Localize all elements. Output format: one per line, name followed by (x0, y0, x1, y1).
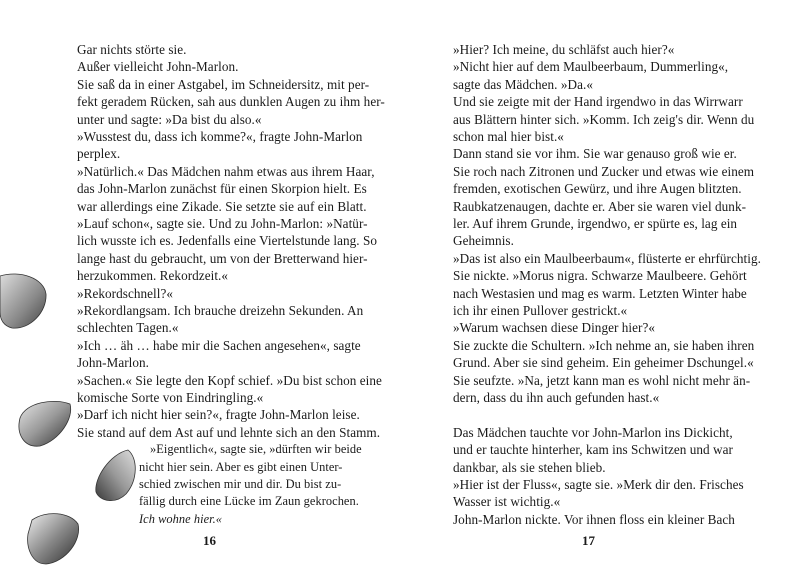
petal-illustration-3 (92, 448, 140, 504)
text-line: »Darf ich nicht hier sein?«, fragte John-Marlon leise. (77, 407, 360, 423)
text-line: Sie saß da in einer Astgabel, im Schneidersitz, mit per- (77, 76, 370, 92)
text-line: schied zwischen mir und dir. Du bist zu- (139, 477, 342, 491)
text-line: Ich wohne hier.« (139, 511, 223, 526)
text-line: Gar nichts störte sie. (77, 42, 187, 57)
petal-illustration-4 (26, 510, 82, 566)
text-line: »Warum wachsen diese Dinger hier?« (453, 320, 656, 336)
text-line: perplex. (77, 146, 121, 162)
petal-illustration-1 (0, 272, 48, 332)
text-line: das John-Marlon zunächst für einen Skorpion hielt. Es (77, 181, 367, 197)
text-line: Sie stand auf dem Ast auf und lehnte sich an den Stamm. (77, 424, 381, 440)
text-line: »Sachen.« Sie legte den Kopf schief. »Du bist schon eine (77, 372, 382, 388)
text-line: »Ich … äh … habe mir die Sachen angesehen«, sagte (77, 337, 361, 353)
text-line: fällig durch eine Lücke im Zaun gekrochen. (139, 494, 359, 509)
text-line: schon mal hier bist.« (453, 129, 564, 144)
page-number: 17 (582, 533, 595, 548)
text-line: Außer vielleicht John-Marlon. (77, 59, 239, 75)
text-line: »Nicht hier auf dem Maulbeerbaum, Dummerling«, (453, 59, 729, 75)
text-line: John-Marlon. (77, 355, 150, 371)
text-line: komische Sorte von Eindringling.« (77, 390, 264, 405)
text-line: Wasser ist wichtig.« (453, 494, 561, 510)
petal-illustration-2 (16, 398, 74, 450)
text-line: Raubkatzenaugen, dachte er. Aber sie waren viel dunk- (453, 198, 747, 214)
text-line: und er tauchte hinterher, kam ins Schwitzen und war (453, 442, 733, 458)
text-line: lich wusste ich es. Jedenfalls eine Viertelstunde lang. So (77, 233, 377, 249)
text-line: ler. Auf ihrem Grunde, irgendwo, er spürte es, lag ein (453, 216, 738, 231)
text-line: »Das ist also ein Maulbeerbaum«, flüsterte er ehrfürchtig. (453, 250, 761, 266)
text-line: Das Mädchen tauchte vor John-Marlon ins Dickicht, (453, 424, 733, 440)
page-number: 16 (203, 533, 216, 548)
text-line: »Lauf schon«, sagte sie. Und zu John-Marlon: »Natür- (77, 216, 368, 231)
text-line: »Hier ist der Fluss«, sagte sie. »Merk dir den. Frisches (453, 477, 744, 492)
text-line: »Rekordlangsam. Ich brauche dreizehn Sekunden. An (77, 303, 364, 318)
text-line: herzukommen. Rekordzeit.« (77, 268, 229, 284)
text-line: »Eigentlich«, sagte sie, »dürften wir beide (150, 442, 362, 457)
right-page (400, 0, 800, 578)
text-line: Sie zuckte die Schultern. »Ich nehme an, sie haben ihren (453, 337, 755, 353)
text-line: Dann stand sie vor ihm. Sie war genauso groß wie er. (453, 146, 737, 162)
text-line: aus Blättern hinter sich. »Komm. Ich zeig's dir. Wenn du (453, 111, 755, 127)
text-line: fremden, exotischen Gewürz, und ihre Augen blitzten. (453, 181, 742, 197)
text-line: fekt geradem Rücken, sah aus dunklen Augen zu ihm her- (77, 94, 385, 110)
text-line: Sie seufzte. »Na, jetzt kann man es wohl nicht mehr än- (453, 372, 751, 388)
text-line: nicht hier sein. Aber es gibt einen Unter- (139, 459, 343, 474)
text-line: »Wusstest du, dass ich komme?«, fragte John-Marlon (77, 129, 363, 144)
text-line: dern, dass du ihn auch gefunden hast.« (453, 390, 660, 405)
text-line: Sie roch nach Zitronen und Zucker und etwas wie einem (453, 163, 755, 179)
text-line: »Rekordschnell?« (77, 285, 174, 301)
text-line: dankbar, als sie stehen blieb. (453, 459, 606, 475)
text-line: Geheimnis. (453, 233, 514, 249)
text-line: Und sie zeigte mit der Hand irgendwo in das Wirrwarr (453, 94, 743, 110)
text-line: Grund. Aber sie sind geheim. Ein geheimer Dschungel.« (453, 355, 754, 371)
text-line: Sie nickte. »Morus nigra. Schwarze Maulbeere. Gehört (453, 268, 747, 284)
text-line: »Natürlich.« Das Mädchen nahm etwas aus ihrem Haar, (77, 163, 375, 179)
text-line: ich ihr einen Pullover gestrickt.« (453, 303, 628, 318)
text-line: nach Westasien und mag es warm. Letzten Winter habe (453, 285, 747, 301)
text-line: John-Marlon nickte. Vor ihnen floss ein kleiner Bach (453, 511, 735, 527)
text-line: »Hier? Ich meine, du schläfst auch hier?« (453, 42, 675, 57)
text-line: sagte das Mädchen. »Da.« (453, 76, 593, 92)
text-line: unter und sagte: »Da bist du also.« (77, 111, 262, 127)
text-line: schlechten Tagen.« (77, 320, 179, 336)
text-line: lange hast du gebraucht, um von der Bretterwand hier- (77, 250, 368, 266)
text-line: war allerdings eine Zikade. Sie setzte sie auf ein Blatt. (77, 198, 367, 214)
